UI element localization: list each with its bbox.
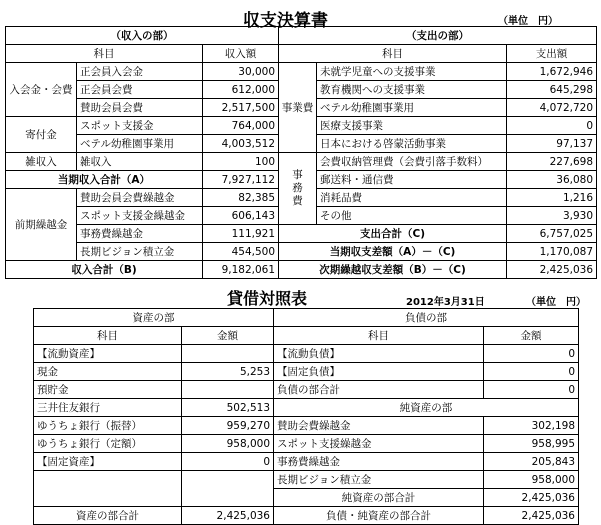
table-row [34, 453, 579, 471]
next-carryover-amount: 2,425,036 [507, 261, 597, 279]
expense-amount: 1,672,946 [507, 63, 597, 81]
income-subtotal-label: 当期収入合計（A） [6, 171, 203, 189]
expense-item: 未就学児童への支援事業 [317, 63, 507, 81]
table-row [34, 381, 579, 399]
income-item: 正会員入会金 [77, 63, 203, 81]
income-subtotal-amount: 7,927,112 [203, 171, 279, 189]
liabilities-amount-header: 金額 [484, 327, 579, 345]
net-asset-item: 賛助会費繰越金 [274, 417, 484, 435]
asset-item: 【固定資産】 [34, 453, 182, 471]
income-item: 長期ビジョン積立金 [77, 243, 203, 261]
income-amount: 82,385 [203, 189, 279, 207]
income-item: スポット支援金 [77, 117, 203, 135]
asset-amount-empty [182, 471, 274, 489]
expense-item: その他 [317, 207, 507, 225]
liability-item: 【固定負債】 [274, 363, 484, 381]
net-asset-amount: 205,843 [484, 453, 579, 471]
expense-item: 医療支援事業 [317, 117, 507, 135]
asset-item-empty [34, 471, 182, 489]
asset-item: 預貯金 [34, 381, 182, 399]
asset-amount [182, 345, 274, 363]
income-group-membership: 入会金・会費 [6, 63, 77, 117]
income-amount: 606,143 [203, 207, 279, 225]
table-row [34, 363, 579, 381]
table-row [6, 153, 597, 171]
column-header-row [34, 327, 579, 345]
asset-amount: 502,513 [182, 399, 274, 417]
expense-total-amount: 6,757,025 [507, 225, 597, 243]
asset-amount-empty [182, 489, 274, 507]
income-statement-table [5, 26, 597, 279]
net-asset-item: スポット支援繰越金 [274, 435, 484, 453]
balance-sheet-unit: （単位 円） [526, 297, 586, 308]
income-amount: 764,000 [203, 117, 279, 135]
asset-amount: 959,270 [182, 417, 274, 435]
expense-amount: 3,930 [507, 207, 597, 225]
income-amount: 111,921 [203, 225, 279, 243]
net-asset-amount: 958,995 [484, 435, 579, 453]
table-row [34, 435, 579, 453]
income-item: 賛助会員会費繰越金 [77, 189, 203, 207]
assets-amount-header: 金額 [182, 327, 274, 345]
table-row [34, 489, 579, 507]
asset-amount: 958,000 [182, 435, 274, 453]
income-amount: 2,517,500 [203, 99, 279, 117]
expense-total-label: 支出合計（C) [279, 225, 507, 243]
income-amount: 4,003,512 [203, 135, 279, 153]
liability-amount: 0 [484, 363, 579, 381]
net-assets-total-amount: 2,425,036 [484, 489, 579, 507]
expense-item: 消耗品費 [317, 189, 507, 207]
asset-item: ゆうちょ銀行（定額） [34, 435, 182, 453]
table-row [6, 243, 597, 261]
table-row [34, 417, 579, 435]
asset-item: 現金 [34, 363, 182, 381]
income-item: 賛助会員会費 [77, 99, 203, 117]
expense-amount: 4,072,720 [507, 99, 597, 117]
income-amount: 454,500 [203, 243, 279, 261]
net-assets-total-label: 純資産の部合計 [274, 489, 484, 507]
asset-amount: 5,253 [182, 363, 274, 381]
expense-group-project: 事業費 [279, 63, 317, 153]
income-statement-unit: （単位 円） [498, 16, 558, 27]
net-asset-amount: 958,000 [484, 471, 579, 489]
expense-item: 日本における啓蒙活動事業 [317, 135, 507, 153]
liabilities-net-assets-total-amount: 2,425,036 [484, 507, 579, 525]
section-header-row [6, 27, 597, 45]
liabilities-subject-header: 科目 [274, 327, 484, 345]
income-section-header: （収入の部） [6, 27, 279, 45]
table-row [34, 507, 579, 525]
balance-sheet-title: 貸借対照表 [227, 289, 308, 308]
table-row [34, 399, 579, 417]
income-item: 雑収入 [77, 153, 203, 171]
asset-amount: 0 [182, 453, 274, 471]
table-row [6, 261, 597, 279]
income-item: ベテル幼稚園事業用 [77, 135, 203, 153]
income-amount: 100 [203, 153, 279, 171]
net-asset-amount: 302,198 [484, 417, 579, 435]
liabilities-header: 負債の部 [274, 309, 579, 327]
liability-amount: 0 [484, 381, 579, 399]
expense-amount: 645,298 [507, 81, 597, 99]
asset-item: 三井住友銀行 [34, 399, 182, 417]
section-header-row [34, 309, 579, 327]
expense-item: 教育機関への支援事業 [317, 81, 507, 99]
assets-total-label: 資産の部合計 [34, 507, 182, 525]
period-balance-amount: 1,170,087 [507, 243, 597, 261]
table-row [6, 225, 597, 243]
expense-amount: 97,137 [507, 135, 597, 153]
income-item: 事務費繰越金 [77, 225, 203, 243]
liability-amount: 0 [484, 345, 579, 363]
asset-amount [182, 381, 274, 399]
liability-item: 負債の部合計 [274, 381, 484, 399]
expense-group-office [279, 153, 317, 225]
income-group-carryover: 前期繰越金 [6, 189, 77, 261]
expense-item: ベテル幼稚園事業用 [317, 99, 507, 117]
expense-amount: 1,216 [507, 189, 597, 207]
liability-item: 【流動負債】 [274, 345, 484, 363]
income-total-label: 収入合計（B) [6, 261, 203, 279]
expense-item: 郵送料・通信費 [317, 171, 507, 189]
income-group-misc: 雑収入 [6, 153, 77, 171]
income-item: スポット支援金繰越金 [77, 207, 203, 225]
next-carryover-label: 次期繰越収支差額（B）－（C) [279, 261, 507, 279]
table-row [34, 471, 579, 489]
income-amount-header: 収入額 [203, 45, 279, 63]
assets-header: 資産の部 [34, 309, 274, 327]
liabilities-net-assets-total-label: 負債・純資産の部合計 [274, 507, 484, 525]
table-row [6, 63, 597, 81]
net-assets-header: 純資産の部 [274, 399, 579, 417]
balance-sheet-table [33, 308, 579, 525]
expense-group-office-label: 事務費 [292, 169, 303, 207]
asset-item-empty [34, 489, 182, 507]
expense-amount: 36,080 [507, 171, 597, 189]
income-group-donation: 寄付金 [6, 117, 77, 153]
expense-section-header: （支出の部） [279, 27, 597, 45]
asset-item: ゆうちょ銀行（振替） [34, 417, 182, 435]
assets-total-amount: 2,425,036 [182, 507, 274, 525]
period-balance-label: 当期収支差額（A）－（C) [279, 243, 507, 261]
income-subject-header: 科目 [6, 45, 203, 63]
income-amount: 30,000 [203, 63, 279, 81]
income-statement-title: 収支決算書 [243, 11, 328, 31]
income-item: 正会員会費 [77, 81, 203, 99]
expense-item: 会費収納管理費（会費引落手数料） [317, 153, 507, 171]
column-header-row [6, 45, 597, 63]
assets-subject-header: 科目 [34, 327, 182, 345]
expense-amount: 0 [507, 117, 597, 135]
expense-subject-header: 科目 [279, 45, 507, 63]
expense-amount-header: 支出額 [507, 45, 597, 63]
expense-amount: 227,698 [507, 153, 597, 171]
balance-sheet-date: 2012年3月31日 [406, 297, 485, 308]
net-asset-item: 長期ビジョン積立金 [274, 471, 484, 489]
asset-item: 【流動資産】 [34, 345, 182, 363]
table-row [34, 345, 579, 363]
income-total-amount: 9,182,061 [203, 261, 279, 279]
net-asset-item: 事務費繰越金 [274, 453, 484, 471]
income-amount: 612,000 [203, 81, 279, 99]
